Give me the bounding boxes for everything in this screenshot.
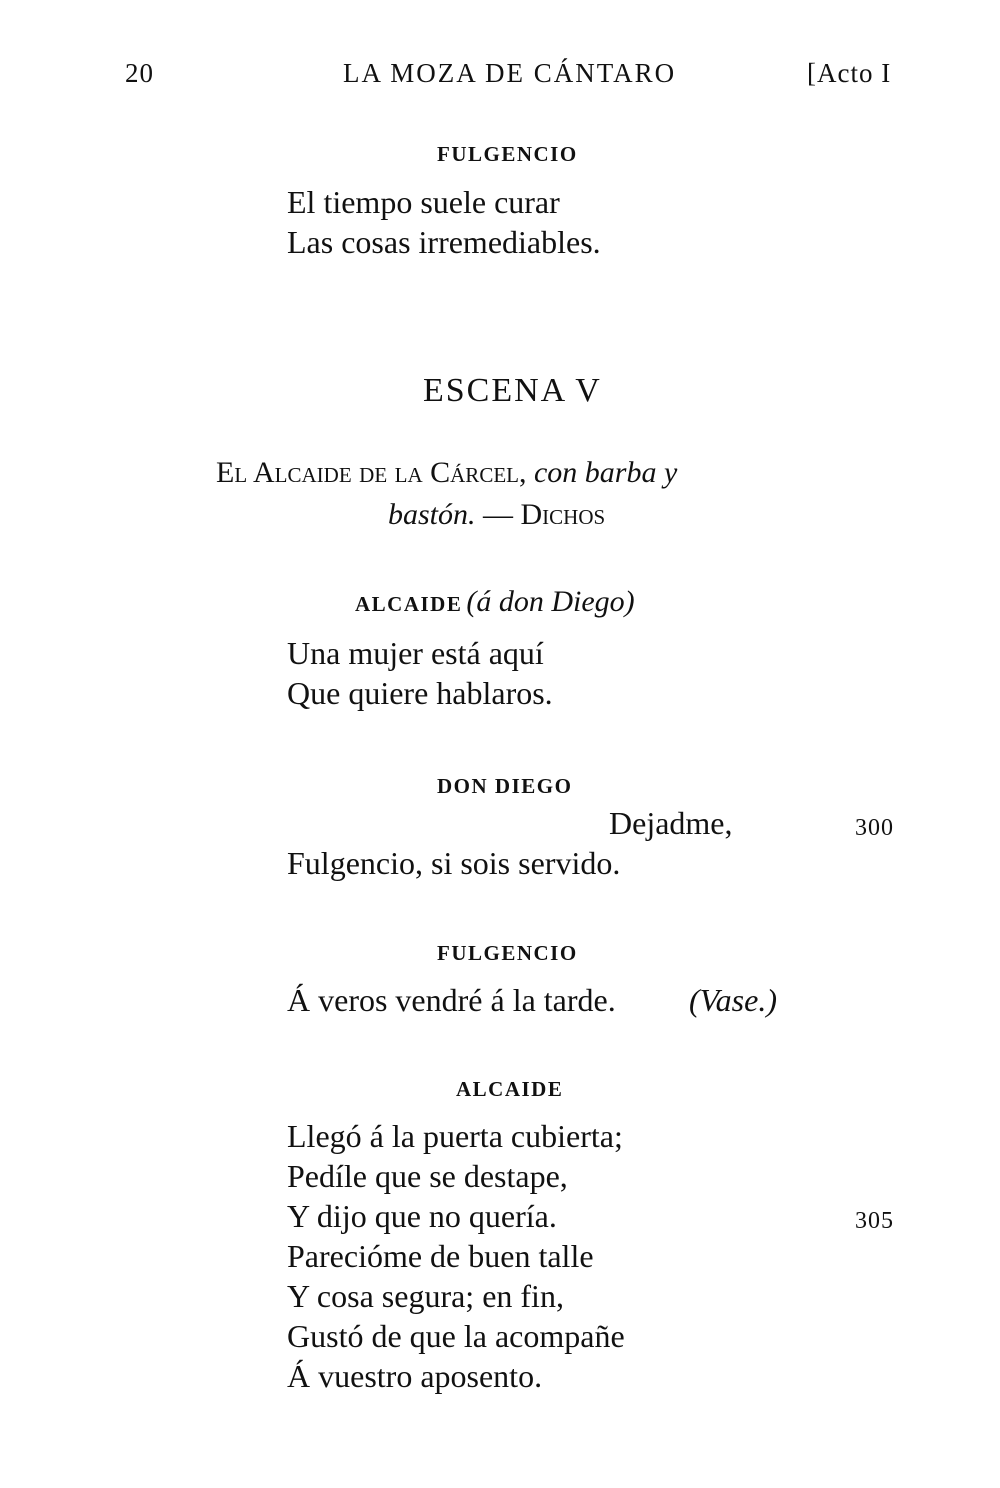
speaker-alcaide: ALCAIDE <box>456 1077 564 1101</box>
direction-italic: con barba y <box>533 456 678 489</box>
verse-line: Llegó á la puerta cubierta; <box>287 1118 623 1154</box>
scene-title: ESCENA V <box>423 372 602 409</box>
running-title: LA MOZA DE CÁNTARO <box>343 58 677 88</box>
page-number: 20 <box>125 58 154 88</box>
verse-line: Las cosas irremediables. <box>287 224 601 260</box>
line-number: 300 <box>855 815 894 841</box>
verse-line: Á vuestro aposento. <box>287 1358 543 1394</box>
direction-italic: bastón. <box>388 498 476 531</box>
verse-line: Y cosa segura; en fin, <box>287 1278 564 1314</box>
verse-line: Á veros vendré á la tarde. <box>287 982 616 1018</box>
speaker-fulgencio: FULGENCIO <box>437 142 578 166</box>
aside-direction: (á don Diego) <box>466 585 635 618</box>
speaker-don-diego: DON DIEGO <box>437 774 573 798</box>
speaker-alcaide: ALCAIDE <box>355 592 463 616</box>
verse-line: Y dijo que no quería. <box>287 1198 557 1234</box>
stage-direction: (Vase.) <box>689 982 777 1018</box>
verse-line: Que quiere hablaros. <box>287 675 553 711</box>
verse-line: Pedíle que se destape, <box>287 1158 568 1194</box>
characters-present: Dichos <box>520 498 606 531</box>
line-number: 305 <box>855 1208 894 1234</box>
verse-line: Una mujer está aquí <box>287 635 544 671</box>
verse-line: Gustó de que la acompañe <box>287 1318 625 1354</box>
scene-direction-line-1 <box>216 456 677 490</box>
character-name: El Alcaide de la Cárcel, <box>216 456 527 489</box>
em-dash: — <box>483 498 514 531</box>
verse-line: El tiempo suele curar <box>287 184 560 220</box>
speaker-line-alcaide <box>355 585 635 619</box>
verse-line: Parecióme de buen talle <box>287 1238 594 1274</box>
verse-line: Fulgencio, si sois servido. <box>287 845 621 881</box>
scene-direction-line-2 <box>388 498 605 532</box>
act-label: [Acto I <box>807 58 892 88</box>
speaker-fulgencio: FULGENCIO <box>437 941 578 965</box>
verse-line-indented: Dejadme, <box>609 805 733 841</box>
